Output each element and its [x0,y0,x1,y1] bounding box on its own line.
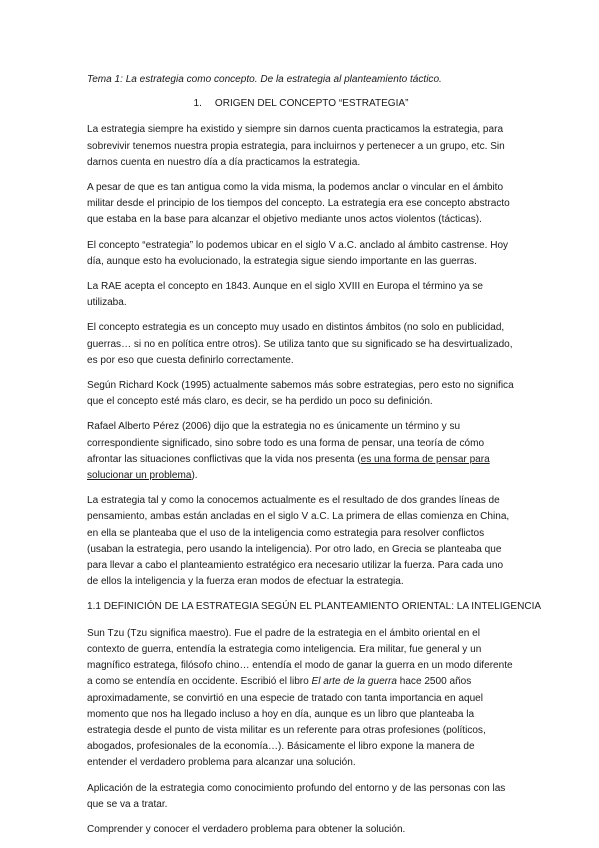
sun-tzu-paragraph [87,626,515,772]
paragraph: Comprender y conocer el verdadero problema para obtener la solución. [87,823,406,835]
paragraph: Según Richard Kock (1995) actualmente sabemos más sobre estrategias, pero esto no significa que el concepto esté más claro, es decir, se ha perdido un poco su definición. [87,380,514,408]
sun-tzu-text-before: Sun Tzu (Tzu significa maestro). Fue el padre de la estrategia en el ámbito oriental en el contexto de guerra, entendía la estrategia como inteligencia. Era militar, fue general y un magnífico estratega, filósofo chino… entendía el modo de ganar la guerra en un modo diferente a como se entendía en occidente. Escribió el libro [87,627,513,688]
section-title: ORIGEN DEL CONCEPTO “ESTRATEGIA” [214,98,409,110]
perez-text: Rafael Alberto Pérez (2006) dijo que la estrategia no es únicamente un término y su correspondiente significado, sino sobre todo es una forma de pensar, una teoría de cómo afrontar las situaciones conflictivas que la vida nos presenta ( [87,421,485,465]
paragraph: El concepto “estrategia” lo podemos ubicar en el siglo V a.C. anclado al ámbito castrense. Hoy día, aunque esto ha evolucionado, la estrategia sigue siendo importante en las guerras. [87,239,509,267]
perez-paragraph [87,419,515,484]
document-title: Tema 1: La estrategia como concepto. De la estrategia al planteamiento táctico. [87,74,442,85]
paragraph: La estrategia siempre ha existido y siempre sin darnos cuenta practicamos la estrategia, para sobrevivir tenemos nuestra propia estrategia, para incluirnos y pertenecer a un grupo, etc. Sin darnos cuenta en nuestro día a día practicamos la estrategia. [87,124,505,168]
book-title: El arte de la guerra [311,676,397,688]
perez-closing: ). [191,470,198,482]
paragraph: A pesar de que es tan antigua como la vida misma, la podemos anclar o vincular en el ámbito militar desde el principio de los tiempos del concepto. La estrategia era ese concepto abstracto que estaba en la base para alcanzar el objetivo mediante unos actos violentos (tácticas). [87,182,510,226]
lines-paragraph: La estrategia tal y como la conocemos actualmente es el resultado de dos grandes líneas de pensamiento, ambas están ancladas en el siglo V a.C. La primera de ellas comienza en China, en ella se planteaba que el uso de la inteligencia como estrategia para resolver conflictos (usaban la estrategia, pero usando la inteligencia). Por otro lado, en Grecia se planteaba que para llevar a cabo el planteamiento estratégico era necesario utilizar la fuerza. Para cada uno de ellos la inteligencia y la fuerza eran modos de efectuar la estrategia. [87,495,510,588]
sun-tzu-text-after: hace 2500 años aproximadamente, se convirtió en una especie de tratado con tanta importancia en aquel momento que nos ha llegado incluso a hoy en día, aunque es un libro que planteaba la estrategia desde el punto de vista militar es un referente para otras profesiones (políticos, abogados, profesionales de la economía…). Básicamente el libro expone la manera de entender el verdadero problema para alcanzar una solución. [87,676,486,769]
underlined-phrase: es una forma de pensar para solucionar un problema [87,453,490,482]
paragraph: Aplicación de la estrategia como conocimiento profundo del entorno y de las personas con las que se va a tratar. [87,782,506,810]
paragraph: La RAE acepta el concepto en 1843. Aunque en el siglo XVIII en Europa el término ya se utilizaba. [87,281,483,309]
section-number: 1. [193,98,202,110]
subsection-heading: 1.1 DEFINICIÓN DE LA ESTRATEGIA SEGÚN EL PLANTEAMIENTO ORIENTAL: LA INTELIGENCIA [87,601,542,613]
paragraph: El concepto estrategia es un concepto muy usado en distintos ámbitos (no solo en publicidad, guerras… si no en política entre otros). Se utiliza tanto que su significado se ha desvirtualizado, es por eso que cuesta definirlo correctamente. [87,322,513,366]
section-heading [87,96,515,112]
